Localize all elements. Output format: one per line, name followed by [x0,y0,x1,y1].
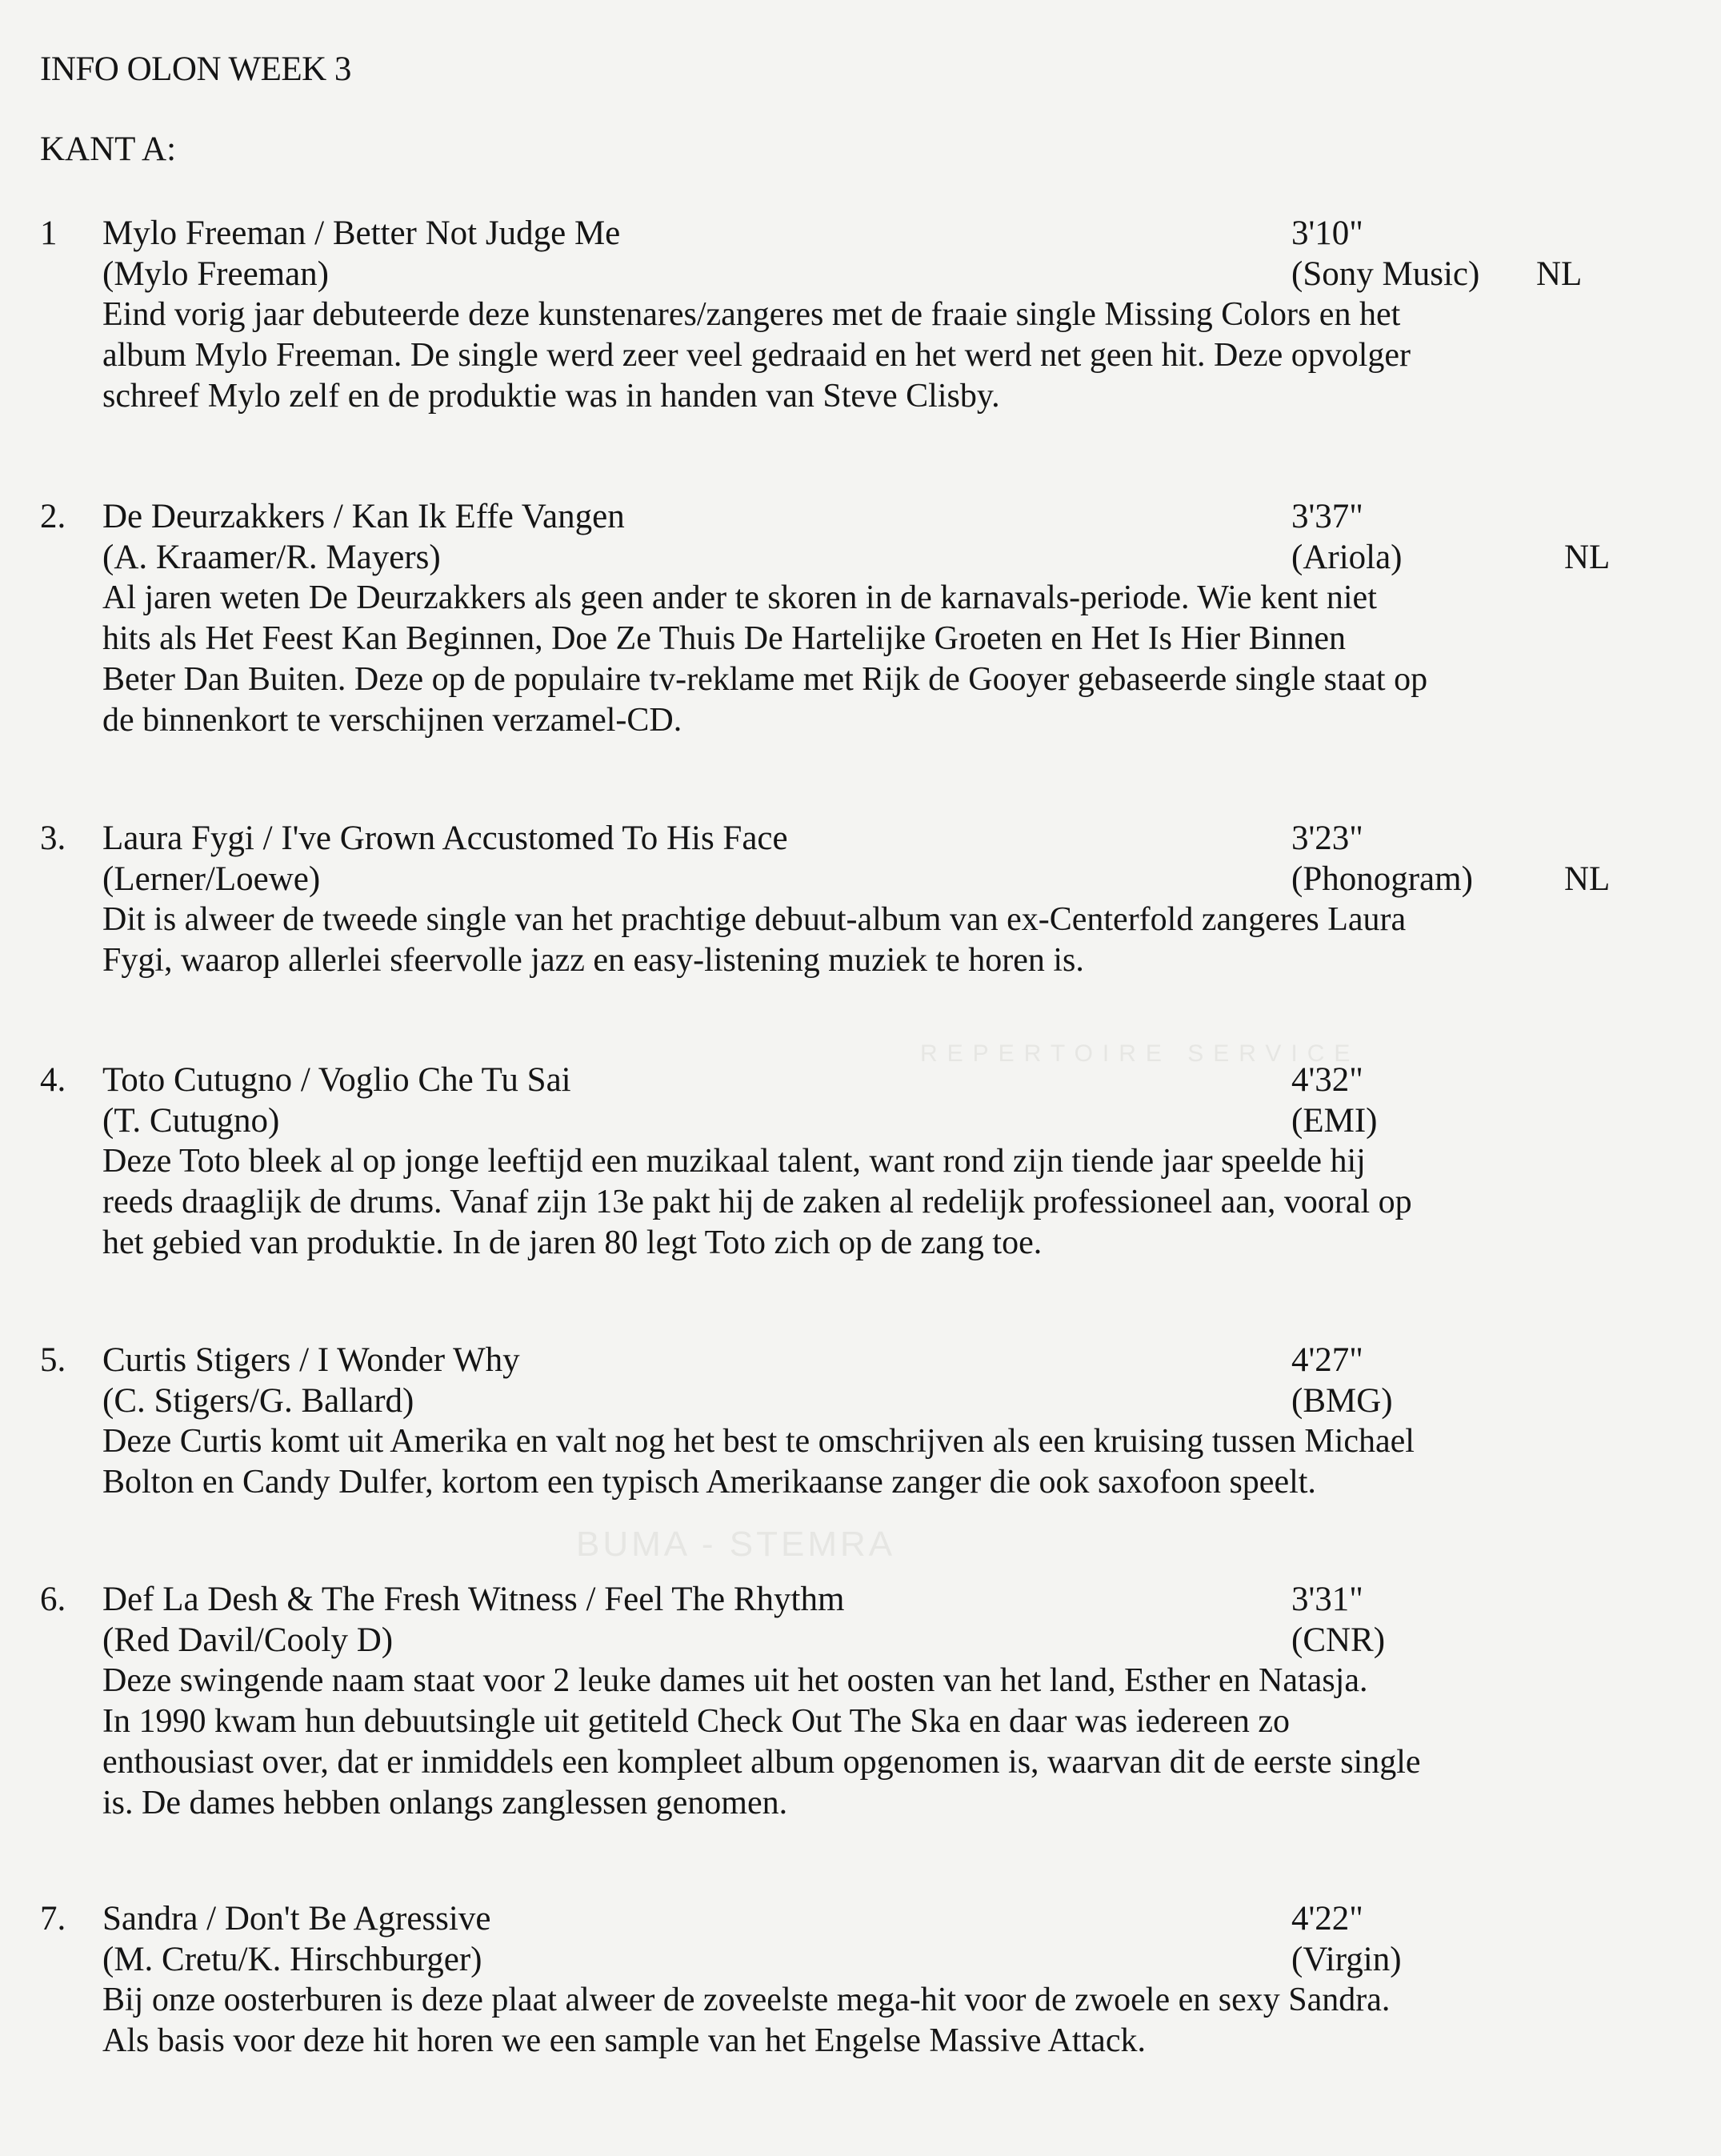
description-line: reeds draaglijk de drums. Vanaf zijn 13e pakt hij de zaken al redelijk professioneel aan, vooral op [102,1184,1412,1220]
description-line: de binnenkort te verschijnen verzamel-CD. [102,702,682,739]
description-line: Beter Dan Buiten. Deze op de populaire tv-reklame met Rijk de Gooyer gebaseerde single staat op [102,661,1428,698]
entry-credit: (Lerner/Loewe) [102,860,321,898]
entry-description [102,1141,1671,1264]
entry-description [102,1421,1671,1503]
entry-number: 2. [40,498,66,535]
entry-description [102,578,1671,741]
entry-country: NL [1564,860,1611,898]
description-line: Eind vorig jaar debuteerde deze kunstenares/zangeres met de fraaie single Missing Colors en het [102,296,1401,333]
entry-number: 7. [40,1900,66,1938]
description-line: Deze Curtis komt uit Amerika en valt nog het best te omschrijven als een kruising tussen Michael [102,1423,1415,1460]
entry-number: 6. [40,1581,66,1618]
description-line: Fygi, waarop allerlei sfeervolle jazz en easy-listening muziek te horen is. [102,942,1084,979]
description-line: is. De dames hebben onlangs zanglessen genomen. [102,1785,788,1821]
entry-country: NL [1564,539,1611,576]
entry-label: (Sony Music) [1291,255,1480,293]
entry-label: (Phonogram) [1291,860,1473,898]
description-line: Al jaren weten De Deurzakkers als geen ander te skoren in de karnavals-periode. Wie kent niet [102,579,1377,616]
description-line: hits als Het Feest Kan Beginnen, Doe Ze Thuis De Hartelijke Groeten en Het Is Hier Binnen [102,620,1346,657]
entry-label: (EMI) [1291,1102,1378,1140]
entry-title: Curtis Stigers / I Wonder Why [102,1341,520,1379]
entry-number: 4. [40,1061,66,1099]
description-line: Deze Toto bleek al op jonge leeftijd een muzikaal talent, want rond zijn tiende jaar speelde hij [102,1143,1366,1180]
entry-title: Laura Fygi / I've Grown Accustomed To His Face [102,820,788,857]
watermark-line-2: BUMA - STEMRA [576,1525,896,1564]
entry-label: (Virgin) [1291,1941,1402,1978]
entry-description [102,1661,1671,1824]
entry-label: (Ariola) [1291,539,1403,576]
entry-label: (BMG) [1291,1382,1393,1420]
entry-title: Def La Desh & The Fresh Witness / Feel The Rhythm [102,1581,845,1618]
watermark-line-1: REPERTOIRE SERVICE [920,1040,1360,1067]
entry-label: (CNR) [1291,1621,1386,1659]
entry-title: Toto Cutugno / Voglio Che Tu Sai [102,1061,571,1099]
entry-number: 5. [40,1341,66,1379]
description-line: enthousiast over, dat er inmiddels een kompleet album opgenomen is, waarvan dit de eerste single [102,1744,1421,1781]
entry-country: NL [1536,255,1583,293]
description-line: Als basis voor deze hit horen we een sample van het Engelse Massive Attack. [102,2022,1146,2059]
entry-number: 3. [40,820,66,857]
entry-duration: 4'32" [1291,1061,1363,1099]
entry-duration: 3'31" [1291,1581,1363,1618]
entry-duration: 4'22" [1291,1900,1363,1938]
description-line: album Mylo Freeman. De single werd zeer veel gedraaid en het werd net geen hit. Deze opvolger [102,337,1411,374]
description-line: In 1990 kwam hun debuutsingle uit getiteld Check Out The Ska en daar was iedereen zo [102,1703,1290,1740]
entry-number: 1 [40,214,58,252]
entry-credit: (Mylo Freeman) [102,255,330,293]
entry-duration: 3'23" [1291,820,1363,857]
entry-credit: (C. Stigers/G. Ballard) [102,1382,414,1420]
side-heading: KANT A: [40,130,177,168]
description-line: Bolton en Candy Dulfer, kortom een typisch Amerikaanse zanger die ook saxofoon speelt. [102,1464,1316,1501]
description-line: Bij onze oosterburen is deze plaat alweer de zoveelste mega-hit voor de zwoele en sexy Sandra. [102,1982,1391,2018]
entry-duration: 3'37" [1291,498,1363,535]
entry-title: De Deurzakkers / Kan Ik Effe Vangen [102,498,625,535]
description-line: Dit is alweer de tweede single van het prachtige debuut-album van ex-Centerfold zangeres Laura [102,901,1407,938]
entry-credit: (Red Davil/Cooly D) [102,1621,394,1659]
entry-title: Sandra / Don't Be Agressive [102,1900,491,1938]
entry-description [102,295,1671,417]
entry-duration: 4'27" [1291,1341,1363,1379]
description-line: schreef Mylo zelf en de produktie was in handen van Steve Clisby. [102,378,1000,415]
document-title: INFO OLON WEEK 3 [40,50,351,88]
entry-credit: (M. Cretu/K. Hirschburger) [102,1941,482,1978]
entry-description [102,900,1671,981]
entry-title: Mylo Freeman / Better Not Judge Me [102,214,621,252]
description-line: Deze swingende naam staat voor 2 leuke dames uit het oosten van het land, Esther en Natasja. [102,1662,1368,1699]
description-line: het gebied van produktie. In de jaren 80 legt Toto zich op de zang toe. [102,1224,1043,1261]
entry-description [102,1980,1671,2062]
entry-credit: (T. Cutugno) [102,1102,280,1140]
entry-duration: 3'10" [1291,214,1363,252]
entry-credit: (A. Kraamer/R. Mayers) [102,539,441,576]
